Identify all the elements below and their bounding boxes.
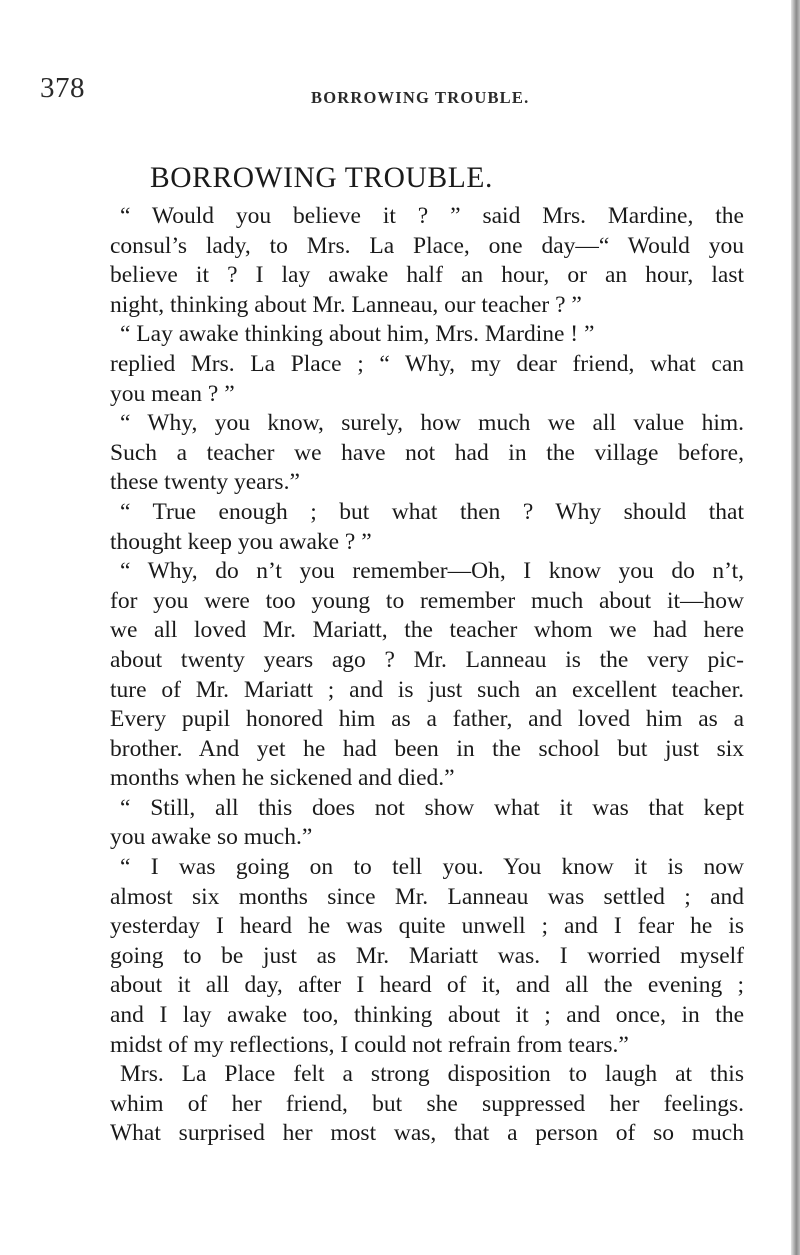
text-line: you awake so much.”: [110, 824, 313, 851]
text-line: about twenty years ago ? Mr. Lanneau is the very pic-: [110, 646, 744, 673]
text-line: for you were too young to remember much about it—how: [110, 587, 744, 614]
text-line: “ I was going on to tell you. You know it is now: [120, 854, 744, 881]
page-number: 378: [40, 72, 85, 104]
text-line: consul’s lady, to Mrs. La Place, one day—“ Would you: [110, 232, 744, 259]
text-line: and I lay awake too, thinking about it ; and once, in the: [110, 1002, 744, 1029]
running-head: BORROWING TROUBLE.: [311, 88, 530, 107]
text-line: night, thinking about Mr. Lanneau, our teacher ? ”: [110, 291, 582, 318]
text-line: you mean ? ”: [110, 380, 235, 407]
text-line: thought keep you awake ? ”: [110, 528, 372, 555]
text-line: these twenty years.”: [110, 469, 300, 496]
text-line: Mrs. La Place felt a strong disposition to laugh at this: [120, 1061, 744, 1088]
text-line: “ Lay awake thinking about him, Mrs. Mardine ! ”: [120, 321, 595, 348]
text-line: “ Still, all this does not show what it was that kept: [120, 794, 744, 821]
text-line: yesterday I heard he was quite unwell ; and I fear he is: [110, 913, 744, 940]
text-line: What surprised her most was, that a person of so much: [110, 1120, 744, 1147]
text-line: whim of her friend, but she suppressed her feelings.: [110, 1090, 744, 1117]
body-text: [110, 202, 744, 1149]
text-line: replied Mrs. La Place ; “ Why, my dear friend, what can: [110, 350, 744, 377]
text-line: “ True enough ; but what then ? Why should that: [120, 498, 744, 525]
text-line: going to be just as Mr. Mariatt was. I worried myself: [110, 942, 744, 969]
text-line: midst of my reflections, I could not refrain from tears.”: [110, 1031, 629, 1058]
text-line: believe it ? I lay awake half an hour, or an hour, last: [110, 262, 744, 289]
page-edge-shadow: [791, 0, 800, 1255]
text-line: brother. And yet he had been in the school but just six: [110, 735, 744, 762]
text-line: almost six months since Mr. Lanneau was settled ; and: [110, 883, 744, 910]
text-line: about it all day, after I heard of it, and all the evening ;: [110, 972, 744, 999]
text-line: Such a teacher we have not had in the village before,: [110, 439, 744, 466]
text-line: “ Why, you know, surely, how much we all value him.: [120, 410, 744, 437]
text-line: “ Why, do n’t you remember—Oh, I know you do n’t,: [120, 558, 744, 585]
chapter-title: BORROWING TROUBLE.: [150, 162, 493, 194]
text-line: we all loved Mr. Mariatt, the teacher whom we had here: [110, 617, 744, 644]
text-line: “ Would you believe it ? ” said Mrs. Mardine, the: [120, 203, 744, 229]
text-line: Every pupil honored him as a father, and loved him as a: [110, 706, 744, 733]
text-line: ture of Mr. Mariatt ; and is just such an excellent teacher.: [110, 676, 744, 703]
text-line: months when he sickened and died.”: [110, 765, 455, 792]
